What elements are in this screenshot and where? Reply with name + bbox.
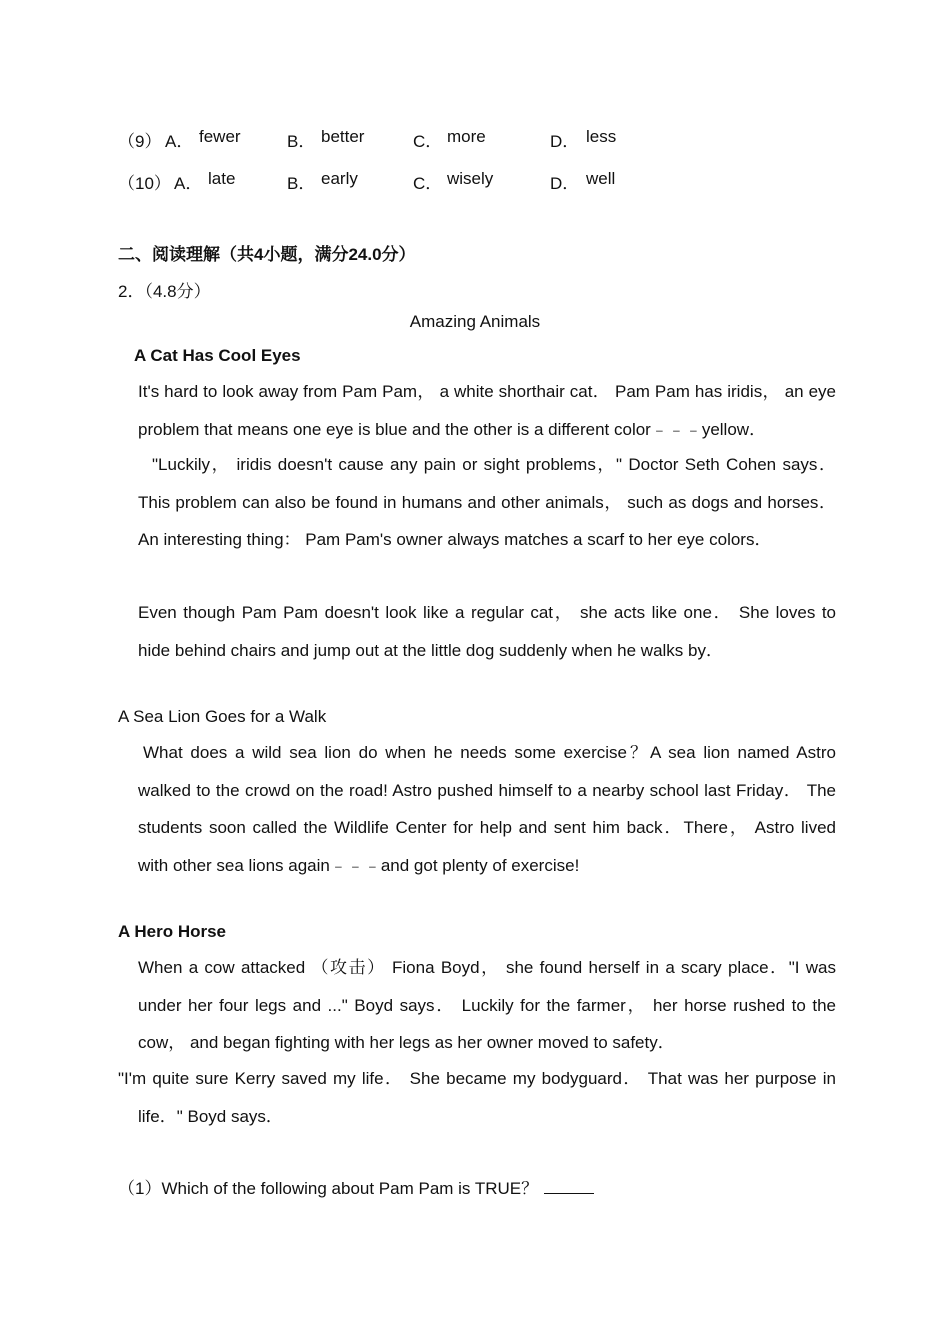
cat-paragraph-2 xyxy=(138,446,836,559)
option-b-letter: B． xyxy=(287,132,316,151)
horse-heading: A Hero Horse xyxy=(118,922,227,941)
sealion-heading: A Sea Lion Goes for a Walk xyxy=(118,707,327,726)
option-d-letter: D． xyxy=(550,174,580,193)
horse-paragraph-1 xyxy=(138,949,836,1062)
sealion-paragraph-1-text: What does a wild sea lion do when he needs some exercise？A sea lion named Astro walked to the crowd on the road! Astro pushed himself to a nearby school last Friday． The students soon called the Wildlife Center for help and sent him back．There， Astro lived with other sea lions again﹣﹣﹣and got plenty of exercise! xyxy=(138,743,836,875)
cat-paragraph-3-text: Even though Pam Pam doesn't look like a regular cat， she acts like one． She loves to hide behind chairs and jump out at the little dog suddenly when he walks by． xyxy=(138,603,836,660)
horse-paragraph-2-text: "I'm quite sure Kerry saved my life． She became my bodyguard． That was her purpose in life．" Boyd says． xyxy=(118,1069,836,1126)
option-b-text: early xyxy=(321,169,358,188)
option-c-text: wisely xyxy=(447,169,494,188)
option-a-text: late xyxy=(208,169,236,188)
option-b-letter: B． xyxy=(287,174,316,193)
cat-paragraph-1 xyxy=(138,373,836,448)
answer-blank[interactable] xyxy=(544,1177,594,1194)
question-number: 2．（4.8分） xyxy=(118,282,211,301)
option-d-text: less xyxy=(586,127,617,146)
option-a-letter: A． xyxy=(165,132,194,151)
section-title: 二、阅读理解（共4小题，满分24.0分） xyxy=(118,245,416,264)
option-number: （9） xyxy=(118,132,162,151)
option-c-letter: C． xyxy=(413,174,443,193)
option-a-text: fewer xyxy=(199,127,241,146)
option-c-letter: C． xyxy=(413,132,443,151)
cat-paragraph-3 xyxy=(138,594,836,669)
option-a-letter: A． xyxy=(174,174,203,193)
sub-question-1-text: （1）Which of the following about Pam Pam is TRUE？ xyxy=(118,1179,539,1198)
sealion-paragraph-1 xyxy=(138,734,836,884)
option-number: （10） xyxy=(118,174,171,193)
option-b-text: better xyxy=(321,127,365,146)
cat-heading: A Cat Has Cool Eyes xyxy=(134,346,301,365)
horse-paragraph-2 xyxy=(118,1060,836,1135)
cat-paragraph-1-text: It's hard to look away from Pam Pam， a white shorthair cat． Pam Pam has iridis， an eye problem that means one eye is blue and the other is a different color﹣﹣﹣yellow． xyxy=(138,382,836,439)
cat-paragraph-2-text: "Luckily， iridis doesn't cause any pain or sight problems，" Doctor Seth Cohen says． This problem can also be found in humans and other animals， such as dogs and horses． An interesting thing： Pam Pam's owner always matches a scarf to her eye colors． xyxy=(138,455,836,549)
horse-paragraph-1-text: When a cow attacked （攻击） Fiona Boyd， she found herself in a scary place．"I was under her four legs and ..." Boyd says． Luckily for the farmer， her horse rushed to the cow， and began fighting with her legs as her owner moved to safety． xyxy=(138,958,836,1052)
option-d-letter: D． xyxy=(550,132,580,151)
option-c-text: more xyxy=(447,127,486,146)
option-d-text: well xyxy=(586,169,616,188)
sub-question-1 xyxy=(118,1174,594,1199)
passage-title: Amazing Animals xyxy=(409,312,541,331)
